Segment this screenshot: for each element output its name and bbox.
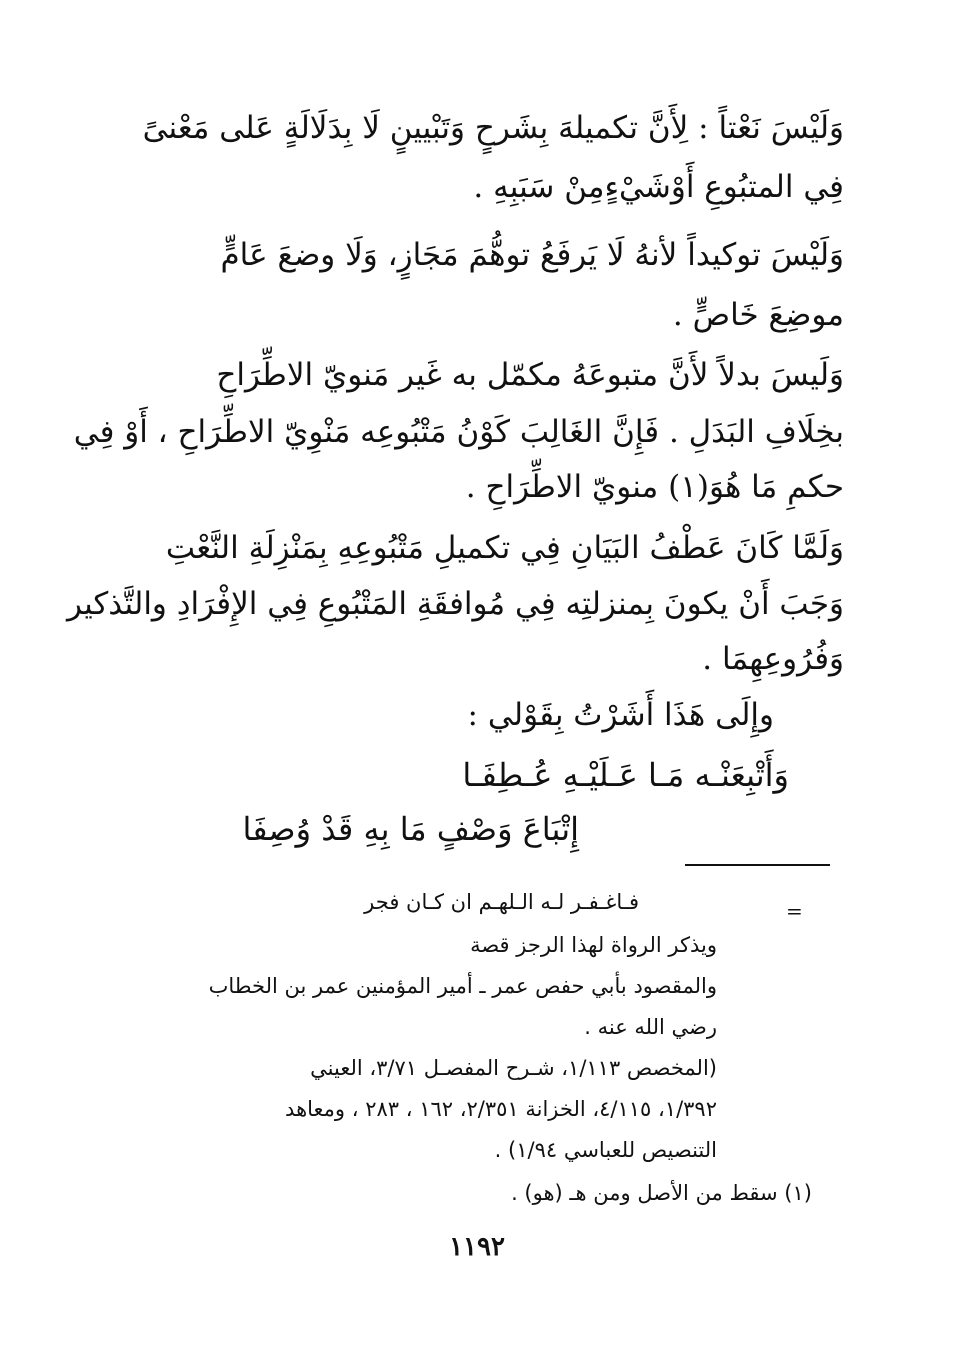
poem-verse-2: إِتْبَاعَ وَصْفٍ مَا بِهِ قَدْ وُصِفَا — [242, 810, 579, 848]
footnote-line-2: ويذكر الرواة لهذا الرجز قصة — [470, 933, 717, 957]
body-line-10: وَفُرُوعِهِمَا . — [702, 641, 844, 677]
body-line-1: وَلَيْسَ نَعْتاً : لِأَنَّ تكميلهَ بِشَرحٍ وَتَبْيينٍ لَا بِدَلَالَةٍ عَلى مَعْنىً — [142, 110, 844, 146]
footnote-line-3: والمقصود بأبي حفص عمر ـ أمير المؤمنين عمر بن الخطاب — [208, 974, 717, 998]
footnote-line-5: (المخصص ١/١١٣، شـرح المفصـل ٣/٧١، العيني — [310, 1056, 717, 1080]
body-line-2: فِي المتبُوعِ أَوْشَيْءٍمِنْ سَبَبِهِ . — [473, 169, 844, 205]
body-line-5: وَلَيسَ بدلاً لأَنَّ متبوعَهُ مكمّل به غَير مَنويّ الاطِّرَاحِ — [216, 357, 844, 393]
footnote-continuation-mark: = — [786, 899, 803, 923]
footnote-line-4: رضي الله عنه . — [584, 1015, 717, 1039]
footnote-line-1: فـاغـفـر لـه الـلهـم ان كـان فجر — [364, 890, 639, 914]
footnote-line-8: (١) سقط من الأصل ومن هـ (هو) . — [511, 1181, 812, 1205]
poem-verse-1: وَأَتْبِعَنْـه مَـا عَـلَيْـهِ عُـطِفَـا — [462, 756, 789, 794]
footnote-line-6: ١/٣٩٢، ٤/١١٥، الخزانة ٢/٣٥١، ١٦٢ ، ٢٨٣ ، ومعاهد — [285, 1097, 717, 1121]
body-line-3: وَلَيْسَ توكيداً لأنهُ لَا يَرفَعُ توهُّمَ مَجَازٍ، وَلَا وضعَ عَامٍّ — [220, 237, 844, 273]
body-line-7: حكمِ مَا هُوَ(١) منويّ الاطِّرَاحِ . — [465, 469, 844, 505]
footnote-line-7: التنصيص للعباسي ١/٩٤) . — [494, 1138, 717, 1162]
body-line-11: وإِلَى هَذَا أَشَرْتُ بِقَوْلي : — [467, 697, 774, 733]
body-line-4: موضِعَ خَاصٍّ . — [672, 297, 844, 333]
body-line-9: وَجَبَ أَنْ يكونَ بِمنزلتِه فِي مُوافقَةِ المَتْبُوعِ فِي الإِفْرَادِ والتَّذكير — [67, 586, 844, 622]
footnote-separator — [685, 864, 830, 866]
page-number: ١١٩٢ — [449, 1232, 505, 1262]
body-line-8: وَلَمَّا كَانَ عَطْفُ البَيَانِ فِي تكميلِ مَتْبُوعِهِ بِمَنْزِلَةِ النَّعْتِ — [165, 530, 844, 566]
body-line-6: بخِلَافِ البَدَلِ . فَإِنَّ الغَالِبَ كَوْنُ مَتْبُوعِه مَنْوِيّ الاطِّرَاحِ ، أَوْ فِي — [73, 414, 844, 450]
